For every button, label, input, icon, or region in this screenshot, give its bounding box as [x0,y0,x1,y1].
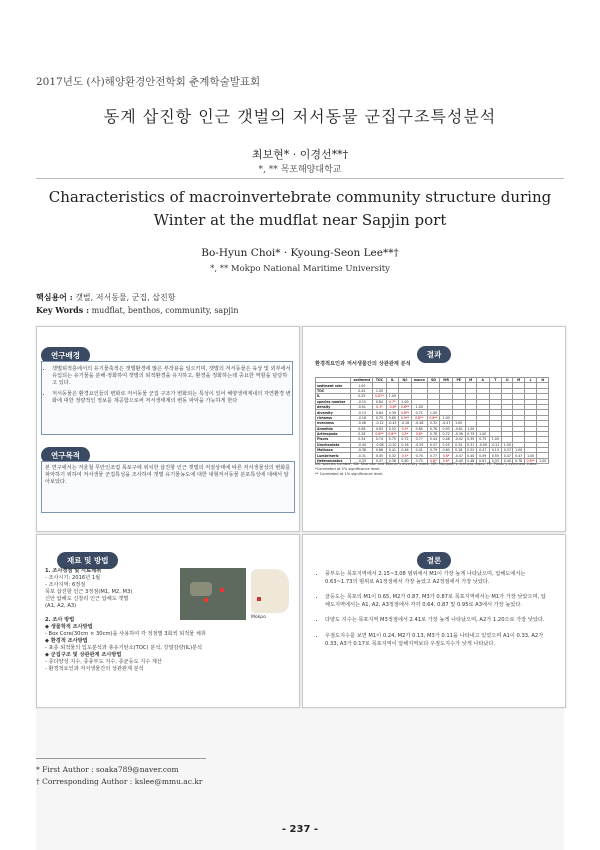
table-cell: 0.32 [427,421,440,426]
map-station-marker [220,588,224,592]
table-cell: 0.8** [427,415,440,420]
affiliation-english: *, ** Mokpo National Maritime University [210,264,390,274]
table-cell: TOC [373,378,386,383]
table-cell: 0.60 [440,448,453,453]
panel-conclusion [302,534,566,708]
table-cell: 0.39 [386,410,399,415]
table-cell: 1.00 [386,394,399,399]
methods-item: - 표층 퇴적물의 입도분석과 총유기탄소(TOC) 분석, 강열감량(IL)분석 [45,645,203,651]
table-cell: 1.00 [452,421,465,426]
methods-item: ◆ 환경적 조사방법 [45,638,88,644]
table-cell: sediment [351,378,373,383]
table-cell: 0.71 [411,410,427,415]
table-cell: 0.75 [465,431,476,436]
table-cell: 0.7* [386,399,399,404]
table-cell: 0.48 [440,437,453,442]
panel-results [302,326,566,532]
table-cell: 1.00 [476,431,489,436]
keywords-korean-label: 핵심용어 : [36,292,73,302]
table-cell: IL [386,378,399,383]
table-note: *Correlated at 5% significance level. [315,467,381,471]
table-cell: 1.00 [440,415,453,420]
table-cell: 0.13 [489,448,502,453]
table-cell: T [489,378,502,383]
methods-item: 목포 삽진항 인근 3정점(M1, M2, M3) [45,589,133,595]
table-cell: 1.00 [465,426,476,431]
table-cell: -0.48 [411,421,427,426]
table-cell: MR [440,378,453,383]
table-cell: 1.00 [399,399,412,404]
table-cell: Lumbrineris [316,453,351,458]
table-cell: 0.25 [351,394,373,399]
conclusion-list [317,571,547,656]
table-cell: -0.18 [351,415,373,420]
table-cell: -0.38 [351,448,373,453]
keywords-english [36,305,239,315]
authors-english: Bo-Hyun Choi* · Kyoung-Seon Lee**† [201,247,399,259]
table-cell: 0.8** [524,458,537,463]
table-cell: 0.59 [476,453,489,458]
table-notes [315,462,551,477]
table-cell: 0.75 [476,437,489,442]
table-cell: 0.47 [513,453,524,458]
table-cell: sediment rate [316,383,351,388]
table-cell: -0.12 [373,421,386,426]
table-cell: 0.66 [373,448,386,453]
table-cell: -0.29 [411,442,427,447]
background-item: • 갯벌퇴적층에서의 유기물축적은 갯벌환경에 많은 부작용을 일으키며, 갯벌의 저서동물은 육상 및 외부에서 유입되는 유기물을 분해·정화하여 갯벌의 퇴적환경을 유지하고, 환경을 정화하는데 중요한 역할을 담당하고 있다. [52,366,292,388]
table-cell: density [316,404,351,409]
table-cell: 0.75 [411,458,427,463]
table-cell: 0.79 [427,448,440,453]
table-cell: 0.5* [399,426,412,431]
table-cell: -0.15 [351,399,373,404]
table-cell: 0.44 [427,437,440,442]
table-cell: -0.42 [452,437,465,442]
table-cell: IL [316,394,351,399]
table-cell: 0.1* [373,404,386,409]
table-note: NS: species number; SD: Shannon and Wiener's diversity index; MR: Margalef's richness index; PE: Pielou's evenness index. [315,462,538,466]
table-cell: species number [316,399,351,404]
table-cell: 0.55 [489,453,502,458]
title-korean: 동계 삽진항 인근 갯벌의 저서동물 군집구조특성분석 [103,107,497,126]
table-cell: 0.47 [373,458,386,463]
table-cell: 0.60 [399,458,412,463]
keywords-english-label: Key Words : [36,305,90,315]
table-cell: evenness [316,421,351,426]
table-cell: 1.00 [351,383,373,388]
table-cell: 0.28 [351,431,373,436]
keywords-korean-text: 갯벌, 저서동물, 군집, 삽진항 [75,293,176,302]
methods-item: ◆ 군집구조 및 상관관계 조사방법 [45,652,122,658]
table-cell: -0.33 [351,458,373,463]
table-cell: 0.63 [373,426,386,431]
table-cell: 0.74 [373,437,386,442]
table-cell: 0.47 [502,453,513,458]
results-heading: 결과 [417,346,452,363]
table-cell: -0.43 [386,421,399,426]
table-cell: Mollusca [316,448,351,453]
footnote-corresponding-author: † Corresponding Author : kslee@mmu.ac.kr [36,777,203,786]
table-cell: 0.18 [452,448,465,453]
table-cell: 1.00 [502,442,513,447]
table-cell: -0.36 [452,431,465,436]
table-cell: U [502,378,513,383]
table-cell: -0.08 [351,421,373,426]
methods-item: 1. 조사정점 및 시료채취 [45,568,102,574]
results-subtitle: 환경적요인과 저서생물간의 상관관계 분석 [315,361,411,367]
table-cell: 0.61 [476,458,489,463]
table-cell: -0.08 [373,442,386,447]
table-cell: -0.01 [351,404,373,409]
table-cell: -0.6* [386,404,399,409]
table-cell: TOC [316,388,351,393]
table-cell: -0.47 [452,453,465,458]
table-cell: M [465,378,476,383]
table-cell: macro [411,378,427,383]
table-cell: 0.8** [373,431,386,436]
table-cell: 0.52 [465,448,476,453]
table-cell: 0.40 [465,453,476,458]
korea-map-image [251,569,289,613]
table-cell: 0.6* [440,458,453,463]
methods-item: - Box Core(30cm × 30cm)을 사용하여 각 정점별 3회씩 퇴적물 채취 [45,631,206,637]
table-cell: -0.21 [489,442,502,447]
table-cell: 0.8** [399,410,412,415]
background-item: • 저서동물은 환경요인들의 변화로 저서동물 군집 구조가 변화되는 특성이 있어 해양생태계내의 자연환경 변화에 대한 정량적인 정보를 제공함으로써 저서생태계의 변동 파악을 가능하게 한다 [52,391,292,405]
keywords-korean [36,292,175,303]
conclusion-heading: 결론 [417,552,452,569]
table-cell: 0.70 [411,453,427,458]
table-cell: 0.16 [399,442,412,447]
table-cell: -0.31 [351,453,373,458]
table-cell: 0.8** [411,415,427,420]
page-number: - 237 - [281,824,319,835]
table-cell: 1.00 [373,388,386,393]
table-cell: Arthropoda [316,431,351,436]
table-cell: 1.00 [427,410,440,415]
satellite-map-image [180,568,246,620]
table-cell: 0.31 [465,442,476,447]
table-cell: 0.72 [440,431,453,436]
table-cell: 1.00 [537,458,549,463]
purpose-heading: 연구목적 [41,447,90,464]
table-cell: 0.55 [465,437,476,442]
table-cell: Annelida [316,426,351,431]
table-cell: 0.52 [386,426,399,431]
table-cell: 0.37 [502,448,513,453]
table-cell: 0.47 [476,448,489,453]
table-note: ** Correlated at 1% significance level. [315,472,384,476]
divider [36,178,564,179]
affiliation-korean: *, ** 목포해양대학교 [258,165,342,175]
table-cell: M [513,378,524,383]
methods-heading: 재료 및 방법 [57,552,118,569]
conclusion-item: • 풍부도는 목포지역에서 2.15~3.08 범위에서 M1이 가장 높게 나타났으며, 압해도에서는 0.63~1.73의 범위로 A1정점에서 가장 높았고 A2정점에서 가장 낮았다. [325,571,547,586]
table-cell: 0.85 [411,426,427,431]
panel-background [36,326,300,532]
table-cell: 0.46 [399,448,412,453]
table-cell: 0.78 [513,458,524,463]
table-cell: 0.8* [427,458,440,463]
table-cell: -0.40 [452,458,465,463]
table-cell: 0.08 [351,426,373,431]
conference-header: 2017년도 (사)해양환경안전학회 춘계학술발표회 [36,76,261,88]
table-cell: 1.00 [524,453,537,458]
table-cell: -0.61 [452,426,465,431]
footnote-first-author: * First Author : soaka789@naver.com [36,765,179,774]
purpose-box [41,461,295,513]
table-cell: L [524,378,537,383]
conclusion-item: • 다양도 지수는 목포지역 M3정점에서 2.41로 가장 높게 나타났으며, A2가 1.20으로 가장 낮았다. [325,617,547,625]
keywords-english-text: mudflat, benthos, community, sapjin [91,306,239,315]
correlation-table [315,377,549,464]
table-cell: N [537,378,549,383]
table-cell: 0.87* [373,394,386,399]
table-cell: 0.60 [386,415,399,420]
table-cell: 0.42 [351,388,373,393]
table-cell: richness [316,415,351,420]
table-cell: 0.34 [351,437,373,442]
table-cell: PE [452,378,465,383]
methods-item: (A1, A2, A3) [45,603,77,609]
map-label: Mokpo [251,615,266,620]
table-cell: 0.8** [386,431,399,436]
table-cell: 0.77 [427,453,440,458]
methods-item: 신안 압해도 신장리 인근 압해도 갯벌 [45,596,129,602]
authors-korean: 최보현* · 이경선**† [251,148,349,161]
table-cell: 0.76 [427,426,440,431]
table-cell: 0.75 [386,437,399,442]
table-cell: 0.45 [373,453,386,458]
table-cell: 0.38 [386,458,399,463]
table-cell: N/I [399,378,412,383]
table-cell: 0.57 [427,442,440,447]
table-cell: 0.75 [373,415,386,420]
table-cell: diversity [316,410,351,415]
table-cell: 0.8** [399,404,412,409]
footnote-divider [36,758,206,759]
table-cell: 0.41 [411,448,427,453]
background-heading: 연구배경 [41,347,90,364]
table-cell: 1.00 [513,448,524,453]
table-cell: -0.44 [351,442,373,447]
table-cell: 0.25 [440,442,453,447]
table-cell: 0.9** [399,415,412,420]
table-cell: 0.5* [399,453,412,458]
methods-item: 2. 조사 방법 [45,617,75,623]
table-cell: 0.64 [373,410,386,415]
table-cell: -0.47 [440,421,453,426]
table-cell: SD [427,378,440,383]
methods-item: - 환경적요인과 저서생물간의 상관관계 분석 [45,666,144,672]
methods-item: - 조사시기: 2016년 1월 [45,575,101,581]
methods-item: - 조사지역: 6정점 [45,582,86,588]
conclusion-item: • 우점도지수를 보면 M1이 0.24, M2가 0.13, M3가 0.11을 나타내고 있었으며 A1이 0.33, A2가 0.33, A3가 0.17로 목포지역이 압해지역보다 우점도지수가 낮게 나타났다. [325,633,547,648]
table-cell: 0.93 [440,426,453,431]
map-location-marker [257,597,261,601]
table-cell: -0.09 [476,442,489,447]
table-cell: 1.00 [489,437,502,442]
conclusion-item: • 균등도는 목포의 M1이 0.65, M2가 0.87, M3가 0.87로 목포지역에서는 M1가 가장 낮았으며, 압해도지역에서는 A1, A2, A3정점에서 각각 0.64, 0.87 및 0.95로 A3에서 가장 높았다. [325,594,547,609]
map-station-marker [204,598,208,602]
table-cell: 0.41 [386,448,399,453]
table-cell: 0.84 [373,399,386,404]
table-cell: -0.18 [399,421,412,426]
table-cell: 0.72 [399,437,412,442]
table-cell: Urochordata [316,442,351,447]
table-cell: 0.33 [489,458,502,463]
table-cell: 0.77 [411,437,427,442]
map-land [190,582,212,596]
table-cell: 0.32 [386,453,399,458]
table-cell: Pisces [316,437,351,442]
background-list [42,362,292,405]
table-cell: 0.8* [411,431,427,436]
table-cell: 0.48 [465,458,476,463]
table-cell: 1.00 [411,404,427,409]
panel-methods [36,534,300,708]
table-cell: A [476,378,489,383]
table-cell: -0.13 [351,410,373,415]
table-cell: Heteromastus [316,458,351,463]
table-cell: 0.40 [502,458,513,463]
table-cell: 0.6* [440,453,453,458]
table-cell: -0.20 [386,442,399,447]
table-cell: 0.5* [399,431,412,436]
background-box [41,361,293,435]
methods-item: ◆ 생물학적 조사방법 [45,624,93,630]
table-cell: 0.34 [452,442,465,447]
table-cell: 0.78 [427,431,440,436]
title-english: Characteristics of macroinvertebrate community structure during Winter at the mudflat near Sapjin port [48,188,552,229]
methods-item: - 종다양성 지수, 종풍부도 지수, 종균등도 지수 계산 [45,659,162,665]
purpose-text: 본 연구에서는 겨울철 무안인조업 목포구에 위치한 삽진항 인근 갯벌의 저질상태에 따른 저서생물상의 변화를 파악하기 위하여 저서생물 군집특성을 조사하여 갯벌 유기물농도에 대한 대형저서동물 분포특성에 대해서 알아보았다. [45,465,291,486]
